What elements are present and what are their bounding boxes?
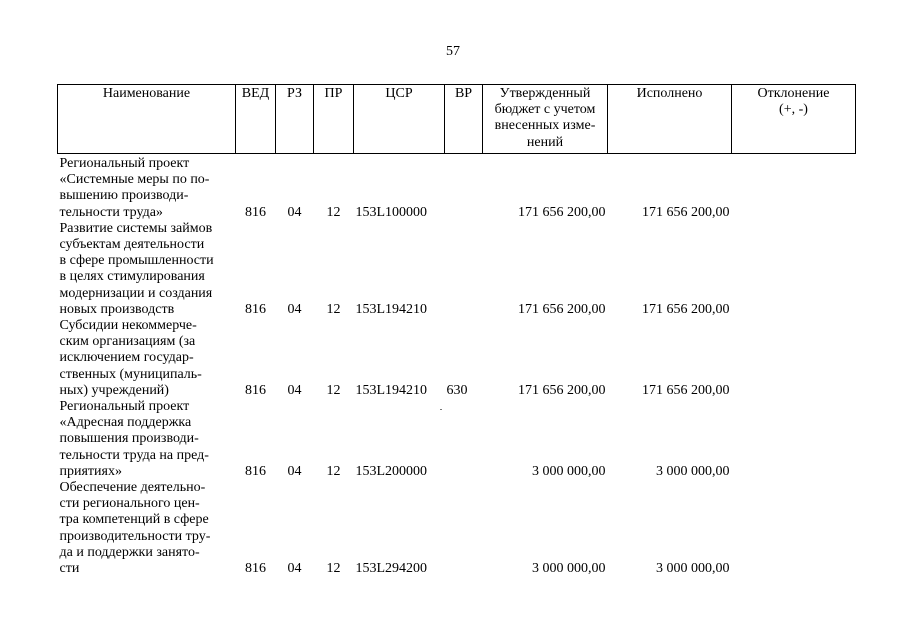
table-row bbox=[58, 221, 856, 318]
row-approved: 171 656 200,00 bbox=[518, 301, 606, 317]
table-row bbox=[58, 480, 856, 577]
row-ved: 816 bbox=[245, 301, 266, 317]
row-rz: 04 bbox=[287, 463, 302, 479]
row-pr: 12 bbox=[326, 204, 341, 220]
row-rz: 04 bbox=[287, 204, 302, 220]
row-ved: 816 bbox=[245, 561, 266, 577]
row-pr: 12 bbox=[326, 301, 341, 317]
header-approved: Утвержденный бюджет с учетом внесенных изме- нений bbox=[483, 85, 608, 154]
row-approved: 171 656 200,00 bbox=[518, 204, 606, 220]
row-csr: 153L194210 bbox=[355, 382, 428, 398]
header-ved: ВЕД bbox=[236, 85, 276, 154]
row-executed: 171 656 200,00 bbox=[642, 301, 730, 317]
row-name: Развитие системы займов субъектам деятельности в сфере промышленности в целях стимулирования модернизации и создания новых производств bbox=[59, 220, 214, 317]
page-number: 57 bbox=[446, 44, 460, 59]
row-vr bbox=[445, 480, 483, 577]
row-deviation bbox=[732, 480, 856, 577]
row-deviation bbox=[732, 399, 856, 480]
table-row bbox=[58, 399, 856, 480]
row-name: Региональный проект «Системные меры по по- вышению производи- тельности труда» bbox=[59, 156, 210, 220]
row-ved: 816 bbox=[245, 204, 266, 220]
row-ved: 816 bbox=[245, 463, 266, 479]
row-name: Обеспечение деятельно- сти регионального цен- тра компетенций в сфере производительности тру- да и поддержки занято- сти bbox=[59, 480, 211, 577]
row-executed: 3 000 000,00 bbox=[656, 463, 730, 479]
table-row bbox=[58, 318, 856, 399]
row-ved: 816 bbox=[245, 382, 266, 398]
row-vr bbox=[445, 154, 483, 221]
row-deviation bbox=[732, 221, 856, 318]
row-approved: 3 000 000,00 bbox=[532, 463, 606, 479]
row-csr: 153L100000 bbox=[355, 204, 428, 220]
table-row bbox=[58, 154, 856, 221]
row-executed: 171 656 200,00 bbox=[642, 204, 730, 220]
row-executed: 3 000 000,00 bbox=[656, 561, 730, 577]
row-rz: 04 bbox=[287, 561, 302, 577]
header-csr: ЦСР bbox=[354, 85, 445, 154]
scan-speck bbox=[440, 409, 442, 410]
row-csr: 153L294200 bbox=[355, 561, 428, 577]
row-deviation bbox=[732, 154, 856, 221]
header-deviation: Отклонение (+, -) bbox=[732, 85, 856, 154]
row-csr: 153L200000 bbox=[355, 463, 428, 479]
row-vr bbox=[445, 221, 483, 318]
row-vr: 630 bbox=[446, 382, 468, 398]
row-executed: 171 656 200,00 bbox=[642, 382, 730, 398]
header-rz: РЗ bbox=[276, 85, 314, 154]
header-vr: ВР bbox=[445, 85, 483, 154]
row-deviation bbox=[732, 318, 856, 399]
budget-table bbox=[57, 84, 856, 577]
row-rz: 04 bbox=[287, 301, 302, 317]
row-pr: 12 bbox=[326, 382, 341, 398]
row-approved: 171 656 200,00 bbox=[518, 382, 606, 398]
header-name: Наименование bbox=[58, 85, 236, 154]
row-name: Субсидии некоммерче- ским организациям (за исключением государ- ственных (муниципаль- ных) учреждений) bbox=[59, 318, 202, 398]
header-pr: ПР bbox=[314, 85, 354, 154]
table-header-row bbox=[58, 85, 856, 154]
header-executed: Исполнено bbox=[608, 85, 732, 154]
row-csr: 153L194210 bbox=[355, 301, 428, 317]
row-vr bbox=[445, 399, 483, 480]
row-rz: 04 bbox=[287, 382, 302, 398]
row-approved: 3 000 000,00 bbox=[532, 561, 606, 577]
row-pr: 12 bbox=[326, 463, 341, 479]
row-pr: 12 bbox=[326, 561, 341, 577]
row-name: Региональный проект «Адресная поддержка повышения производи- тельности труда на пред- приятиях» bbox=[59, 399, 209, 479]
